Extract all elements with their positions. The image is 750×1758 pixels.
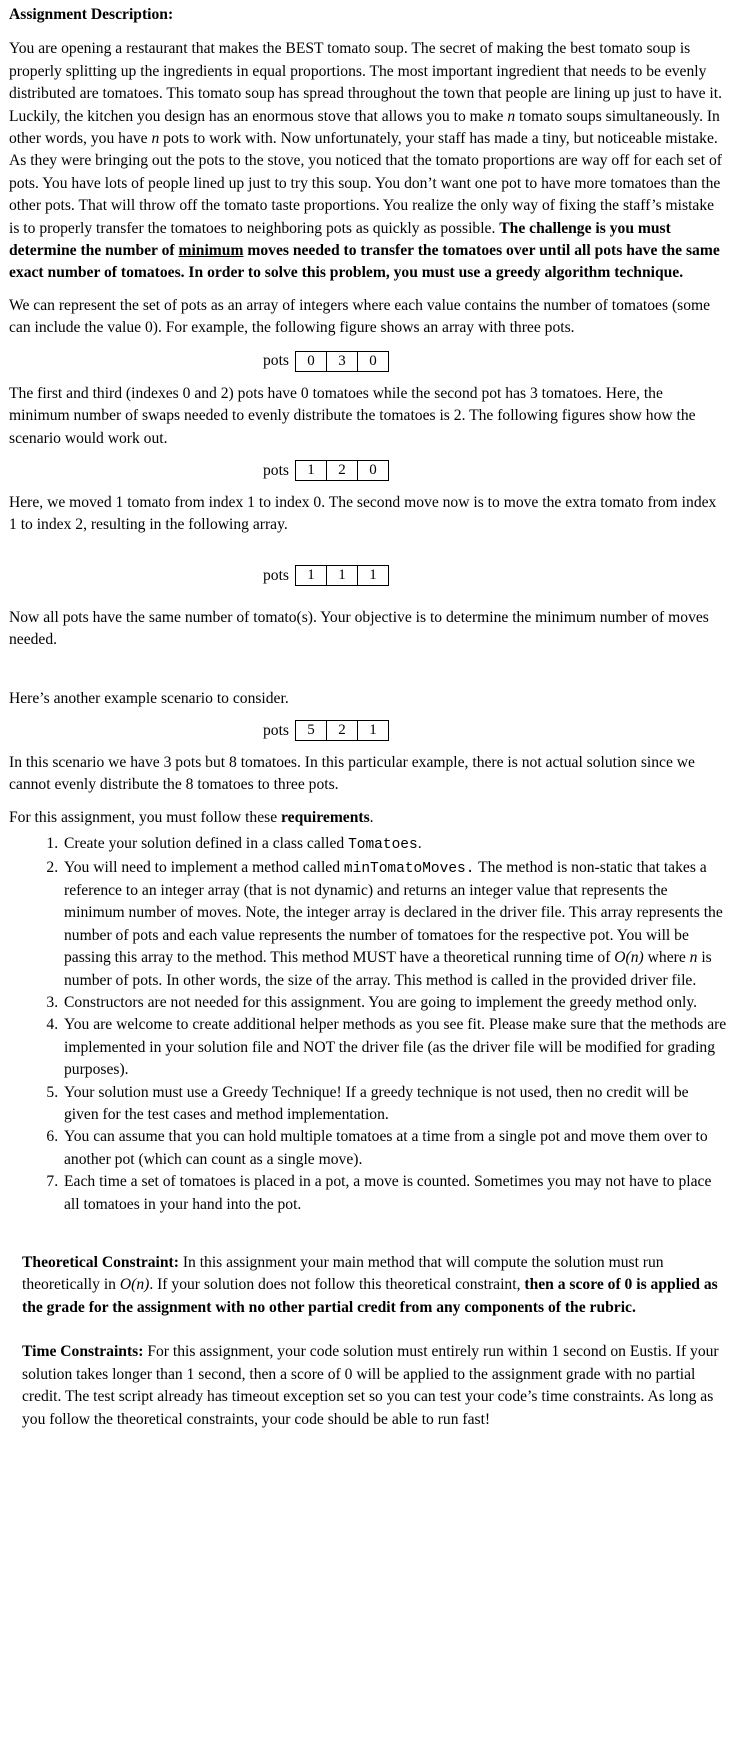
requirement-item: 6. You can assume that you can hold multiple tomatoes at a time from a single pot and move them over to another pot (which can count as a single move).: [62, 1126, 727, 1171]
array-cells: [295, 460, 389, 481]
challenge-bold-1: The challenge is you must determine the number of: [9, 219, 671, 260]
array-cell: 0: [357, 461, 388, 480]
array-cell: 1: [357, 566, 388, 585]
first-third-paragraph: The first and third (indexes 0 and 2) pots have 0 tomatoes while the second pot has 3 tomatoes. Here, the minimum number of swaps needed to evenly distribute the tomatoes is 2. The following figures show how the scenario would work out.: [9, 384, 696, 447]
theoretical-text: In this assignment your main method that will compute the solution must run theoretically in: [22, 1254, 664, 1294]
assignment-heading: Assignment Description:: [9, 6, 174, 23]
pots-label: pots: [263, 461, 289, 479]
req-intro-text: For this assignment, you must follow these: [9, 808, 282, 826]
array-cell: 2: [326, 721, 357, 740]
method-name-code: minTomatoMoves.: [343, 860, 475, 877]
intro-text-1: You are opening a restaurant that makes the BEST tomato soup. The secret of making the best tomato soup is properly splitting up the ingredients in equal proportions. The most important ingredient that needs to be evenly distributed are tomatoes. This tomato soup has spread throughout the town that people are lining up just to have it. Luckily, the kitchen you design has an enormous stove that allows you to make: [9, 40, 722, 125]
class-name-code: Tomatoes: [348, 837, 418, 854]
document: [9, 4, 727, 1431]
pots-array-4: [263, 718, 727, 744]
pots-label: pots: [263, 721, 289, 739]
req-text: The method is non-static that takes a reference to an integer array (that is not dynamic) and returns an integer value that represents the minimum number of moves. Note, the integer array is declared in the driver file. This array represents the number of pots and each value represents the number of tomatoes for the respective pot. You will be passing this array to the method. This method MUST have a theoretical running time of: [64, 858, 723, 967]
pots-array-3: [263, 563, 727, 589]
intro-text-3: pots to work with. Now unfortunately, your staff has made a tiny, but noticeable mistake. As they were bringing out the pots to the stove, you noticed that the tomato proportions are way off for each set of pots. You have lots of people lined up just to try this soup. You don’t want one pot to have more tomatoes than the other pots. That will throw off the tomato taste proportions. You realize the only way of fixing the staff’s mistake is to properly transfer the tomatoes to neighboring pots as quickly as possible.: [9, 130, 722, 237]
time-text: For this assignment, your code solution must entirely run within 1 second on Eustis. If your solution takes longer than 1 second, then a score of 0 will be applied to the assignment grade with no partial credit. The test script already has timeout exception set so you can test your code’s time constraints. As long as you follow the theoretical constraints, your code should be able to run fast!: [22, 1343, 719, 1428]
theoretical-label: Theoretical Constraint:: [22, 1254, 179, 1272]
pots-array-1: [263, 349, 727, 375]
requirement-item: 4. You are welcome to create additional helper methods as you see fit. Please make sure that the methods are implemented in your solution file and NOT the driver file (as the driver file will be modified for grading purposes).: [62, 1014, 727, 1081]
req-text: is number of pots. In other words, the size of the array. This method is called in the provided driver file.: [64, 949, 712, 989]
intro-text-2: tomato soups simultaneously. In other words, you have: [9, 107, 720, 148]
challenge-bold-2: moves needed to transfer the tomatoes over until all pots have the same exact number of tomatoes. In order to solve this problem, you must use a greedy algorithm technique.: [9, 242, 720, 282]
represent-paragraph: We can represent the set of pots as an array of integers where each value contains the number of tomatoes (some can include the value 0). For example, the following figure shows an array with three pots.: [9, 296, 711, 337]
time-constraint-paragraph: [22, 1341, 727, 1431]
all-same-paragraph: Now all pots have the same number of tomato(s). Your objective is to determine the minimum number of moves needed.: [9, 608, 709, 649]
var-n: n: [151, 130, 160, 148]
requirements-list: [9, 833, 727, 1216]
requirement-item: [62, 857, 727, 992]
array-cells: [295, 351, 389, 372]
array-cell: 2: [326, 461, 357, 480]
array-cell: 0: [307, 353, 315, 370]
req-intro-bold: requirements: [281, 808, 370, 826]
array-cell: 0: [357, 352, 388, 371]
array-cells: [295, 720, 389, 741]
big-o-notation: O(n): [119, 1276, 150, 1294]
pots-label: pots: [263, 352, 289, 370]
req-text: where: [643, 949, 690, 967]
req-text: Create your solution defined in a class called: [64, 835, 349, 853]
array-cell: 1: [307, 567, 315, 584]
requirement-item: 7. Each time a set of tomatoes is placed in a pot, a move is counted. Sometimes you may not have to place all tomatoes in your hand into the pot.: [62, 1171, 727, 1216]
array-cell: 5: [307, 722, 315, 739]
array-cells: [295, 565, 389, 586]
requirement-item: 3. Constructors are not needed for this assignment. You are going to implement the greedy method only.: [62, 992, 727, 1014]
array-cell: 1: [326, 566, 357, 585]
var-n: n: [689, 949, 698, 967]
requirement-item: 5. Your solution must use a Greedy Technique! If a greedy technique is not used, then no credit will be given for the test cases and method implementation.: [62, 1082, 727, 1127]
theoretical-bold: then a score of 0 is applied as the grade for the assignment with no other partial credit from any components of the rubric.: [22, 1276, 718, 1316]
array-cell: 1: [307, 462, 315, 479]
req-text: You will need to implement a method called: [64, 858, 344, 876]
pots-array-2: [263, 458, 727, 484]
req-text: .: [417, 835, 422, 853]
var-n: n: [507, 107, 516, 125]
moved-paragraph: Here, we moved 1 tomato from index 1 to index 0. The second move now is to move the extra tomato from index 1 to index 2, resulting in the following array.: [9, 493, 717, 534]
req-intro-post: .: [369, 808, 374, 826]
theoretical-text-2: . If your solution does not follow this theoretical constraint,: [149, 1276, 525, 1294]
big-o-notation: O(n): [614, 949, 644, 967]
requirements-intro: [9, 807, 727, 829]
scenario-paragraph: In this scenario we have 3 pots but 8 tomatoes. In this particular example, there is not actual solution since we cannot evenly distribute the 8 tomatoes to three pots.: [9, 753, 695, 794]
array-cell: 3: [326, 352, 357, 371]
requirement-item: [62, 833, 727, 856]
challenge-underline: minimum: [178, 242, 244, 260]
intro-paragraph: [9, 38, 727, 284]
theoretical-constraint-paragraph: [22, 1252, 727, 1319]
pots-label: pots: [263, 566, 289, 584]
time-label: Time Constraints:: [22, 1343, 144, 1361]
another-example-paragraph: Here’s another example scenario to consider.: [9, 689, 289, 707]
array-cell: 1: [357, 721, 388, 740]
